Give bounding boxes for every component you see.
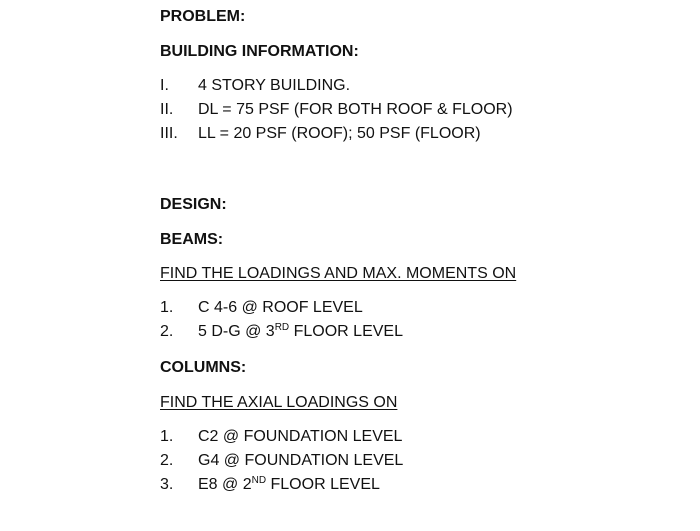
list-item-text: FLOOR LEVEL [289,323,403,340]
beam-item-1 [160,298,363,318]
building-info-item-1 [160,76,350,96]
list-marker: 1. [160,299,174,316]
building-info-item-3 [160,124,481,144]
column-item-3 [160,475,380,495]
list-marker: 2. [160,323,174,340]
list-item-text: E8 @ 2 [198,476,252,493]
beams-heading: BEAMS: [160,231,224,248]
list-marker: 1. [160,428,174,445]
list-marker: III. [160,125,178,142]
column-item-1 [160,427,402,447]
list-item-text: 4 STORY BUILDING. [198,77,351,94]
list-item-text: C2 @ FOUNDATION LEVEL [198,428,403,445]
list-item-text: DL = 75 PSF (FOR BOTH ROOF & FLOOR) [198,101,513,118]
list-marker: I. [160,77,169,94]
building-information-heading: BUILDING INFORMATION: [160,43,359,60]
columns-heading: COLUMNS: [160,359,247,376]
design-heading: DESIGN: [160,196,227,213]
beams-instruction: FIND THE LOADINGS AND MAX. MOMENTS ON [160,265,517,282]
list-marker: II. [160,101,174,118]
column-item-2 [160,451,403,471]
list-item-text: LL = 20 PSF (ROOF); 50 PSF (FLOOR) [198,125,481,142]
problem-title: PROBLEM: [160,8,246,25]
list-marker: 3. [160,476,174,493]
list-item-text: G4 @ FOUNDATION LEVEL [198,452,404,469]
ordinal-superscript: ND [251,475,267,486]
list-item-text: C 4-6 @ ROOF LEVEL [198,299,363,316]
columns-instruction: FIND THE AXIAL LOADINGS ON [160,394,398,411]
list-item-text: FLOOR LEVEL [266,476,380,493]
beam-item-2 [160,322,403,342]
list-marker: 2. [160,452,174,469]
building-info-item-2 [160,100,513,120]
list-item-text: 5 D-G @ 3 [198,323,275,340]
ordinal-superscript: RD [274,322,290,333]
